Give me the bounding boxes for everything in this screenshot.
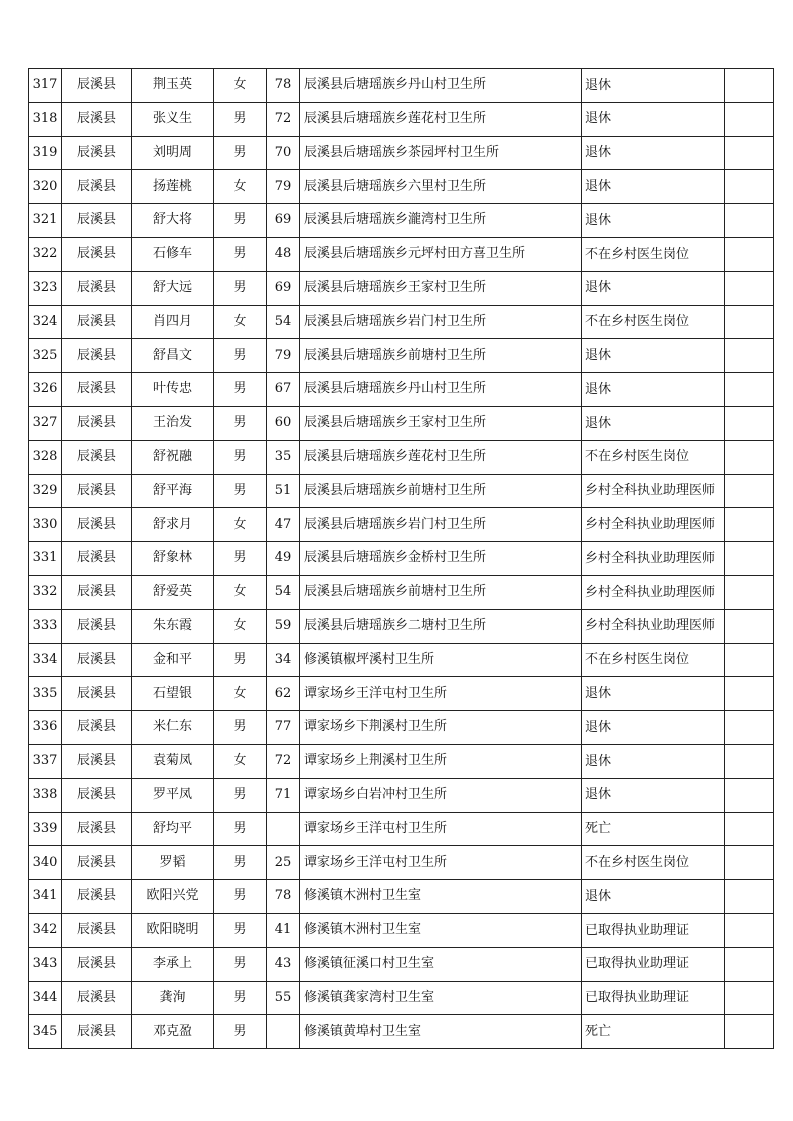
note-cell bbox=[725, 440, 774, 474]
table-row bbox=[29, 778, 774, 812]
note-cell bbox=[725, 542, 774, 576]
status-cell: 退休 bbox=[582, 711, 725, 745]
sex-cell: 男 bbox=[214, 1015, 267, 1049]
age-cell: 55 bbox=[267, 981, 300, 1015]
note-cell bbox=[725, 913, 774, 947]
clinic-unit-cell: 辰溪县后塘瑶族乡茶园坪村卫生所 bbox=[300, 136, 582, 170]
county-cell: 辰溪县 bbox=[62, 744, 132, 778]
sex-cell: 男 bbox=[214, 542, 267, 576]
note-cell bbox=[725, 846, 774, 880]
note-cell bbox=[725, 1015, 774, 1049]
table-row bbox=[29, 913, 774, 947]
clinic-unit-cell: 辰溪县后塘瑶族乡元坪村田方喜卫生所 bbox=[300, 237, 582, 271]
status-cell: 退休 bbox=[582, 204, 725, 238]
row-number-cell: 318 bbox=[29, 102, 62, 136]
county-cell: 辰溪县 bbox=[62, 339, 132, 373]
age-cell: 54 bbox=[267, 305, 300, 339]
county-cell: 辰溪县 bbox=[62, 575, 132, 609]
table-row bbox=[29, 542, 774, 576]
sex-cell: 女 bbox=[214, 677, 267, 711]
age-cell: 67 bbox=[267, 373, 300, 407]
clinic-unit-cell: 谭家场乡白岩冲村卫生所 bbox=[300, 778, 582, 812]
name-cell: 扬莲桃 bbox=[132, 170, 214, 204]
sex-cell: 女 bbox=[214, 575, 267, 609]
county-cell: 辰溪县 bbox=[62, 778, 132, 812]
row-number-cell: 340 bbox=[29, 846, 62, 880]
clinic-unit-cell: 辰溪县后塘瑶族乡丹山村卫生所 bbox=[300, 69, 582, 103]
sex-cell: 女 bbox=[214, 305, 267, 339]
table-row bbox=[29, 170, 774, 204]
note-cell bbox=[725, 812, 774, 846]
name-cell: 舒均平 bbox=[132, 812, 214, 846]
clinic-unit-cell: 辰溪县后塘瑶族乡二塘村卫生所 bbox=[300, 609, 582, 643]
note-cell bbox=[725, 981, 774, 1015]
name-cell: 舒爱英 bbox=[132, 575, 214, 609]
status-cell: 不在乡村医生岗位 bbox=[582, 305, 725, 339]
name-cell: 邓克盈 bbox=[132, 1015, 214, 1049]
note-cell bbox=[725, 406, 774, 440]
sex-cell: 男 bbox=[214, 373, 267, 407]
name-cell: 罗平凤 bbox=[132, 778, 214, 812]
table-row bbox=[29, 643, 774, 677]
sex-cell: 男 bbox=[214, 778, 267, 812]
table-row bbox=[29, 575, 774, 609]
sex-cell: 男 bbox=[214, 880, 267, 914]
note-cell bbox=[725, 778, 774, 812]
sex-cell: 女 bbox=[214, 609, 267, 643]
county-cell: 辰溪县 bbox=[62, 846, 132, 880]
age-cell: 54 bbox=[267, 575, 300, 609]
name-cell: 米仁东 bbox=[132, 711, 214, 745]
status-cell: 退休 bbox=[582, 136, 725, 170]
county-cell: 辰溪县 bbox=[62, 947, 132, 981]
clinic-unit-cell: 辰溪县后塘瑶族乡岩门村卫生所 bbox=[300, 508, 582, 542]
status-cell: 退休 bbox=[582, 373, 725, 407]
clinic-unit-cell: 修溪镇椒坪溪村卫生所 bbox=[300, 643, 582, 677]
name-cell: 金和平 bbox=[132, 643, 214, 677]
status-cell: 退休 bbox=[582, 406, 725, 440]
table-row bbox=[29, 474, 774, 508]
row-number-cell: 338 bbox=[29, 778, 62, 812]
name-cell: 欧阳晓明 bbox=[132, 913, 214, 947]
note-cell bbox=[725, 947, 774, 981]
clinic-unit-cell: 辰溪县后塘瑶族乡莲花村卫生所 bbox=[300, 102, 582, 136]
status-cell: 不在乡村医生岗位 bbox=[582, 440, 725, 474]
status-cell: 退休 bbox=[582, 69, 725, 103]
sex-cell: 男 bbox=[214, 981, 267, 1015]
note-cell bbox=[725, 271, 774, 305]
note-cell bbox=[725, 136, 774, 170]
county-cell: 辰溪县 bbox=[62, 508, 132, 542]
clinic-unit-cell: 修溪镇龚家湾村卫生室 bbox=[300, 981, 582, 1015]
age-cell: 35 bbox=[267, 440, 300, 474]
county-cell: 辰溪县 bbox=[62, 170, 132, 204]
county-cell: 辰溪县 bbox=[62, 880, 132, 914]
clinic-unit-cell: 谭家场乡下荆溪村卫生所 bbox=[300, 711, 582, 745]
status-cell: 退休 bbox=[582, 778, 725, 812]
age-cell: 69 bbox=[267, 204, 300, 238]
roster-sheet bbox=[28, 68, 774, 1049]
clinic-unit-cell: 辰溪县后塘瑶族乡六里村卫生所 bbox=[300, 170, 582, 204]
clinic-unit-cell: 辰溪县后塘瑶族乡瀧湾村卫生所 bbox=[300, 204, 582, 238]
note-cell bbox=[725, 575, 774, 609]
name-cell: 舒祝融 bbox=[132, 440, 214, 474]
note-cell bbox=[725, 711, 774, 745]
age-cell: 34 bbox=[267, 643, 300, 677]
village-doctor-table bbox=[28, 68, 774, 1049]
county-cell: 辰溪县 bbox=[62, 373, 132, 407]
county-cell: 辰溪县 bbox=[62, 1015, 132, 1049]
table-row bbox=[29, 271, 774, 305]
county-cell: 辰溪县 bbox=[62, 677, 132, 711]
note-cell bbox=[725, 305, 774, 339]
note-cell bbox=[725, 237, 774, 271]
status-cell: 退休 bbox=[582, 271, 725, 305]
name-cell: 袁菊凤 bbox=[132, 744, 214, 778]
clinic-unit-cell: 谭家场乡王洋屯村卫生所 bbox=[300, 846, 582, 880]
sex-cell: 男 bbox=[214, 237, 267, 271]
note-cell bbox=[725, 339, 774, 373]
name-cell: 朱东霞 bbox=[132, 609, 214, 643]
clinic-unit-cell: 修溪镇木洲村卫生室 bbox=[300, 880, 582, 914]
sex-cell: 男 bbox=[214, 406, 267, 440]
age-cell: 77 bbox=[267, 711, 300, 745]
county-cell: 辰溪县 bbox=[62, 981, 132, 1015]
clinic-unit-cell: 辰溪县后塘瑶族乡前塘村卫生所 bbox=[300, 339, 582, 373]
table-row bbox=[29, 981, 774, 1015]
status-cell: 乡村全科执业助理医师 bbox=[582, 508, 725, 542]
sex-cell: 男 bbox=[214, 204, 267, 238]
table-row bbox=[29, 947, 774, 981]
table-row bbox=[29, 609, 774, 643]
age-cell: 43 bbox=[267, 947, 300, 981]
row-number-cell: 321 bbox=[29, 204, 62, 238]
name-cell: 石修车 bbox=[132, 237, 214, 271]
table-row bbox=[29, 305, 774, 339]
clinic-unit-cell: 谭家场乡王洋屯村卫生所 bbox=[300, 812, 582, 846]
note-cell bbox=[725, 474, 774, 508]
county-cell: 辰溪县 bbox=[62, 305, 132, 339]
age-cell: 78 bbox=[267, 880, 300, 914]
row-number-cell: 330 bbox=[29, 508, 62, 542]
note-cell bbox=[725, 744, 774, 778]
status-cell: 死亡 bbox=[582, 812, 725, 846]
age-cell bbox=[267, 812, 300, 846]
age-cell: 71 bbox=[267, 778, 300, 812]
row-number-cell: 333 bbox=[29, 609, 62, 643]
clinic-unit-cell: 谭家场乡上荆溪村卫生所 bbox=[300, 744, 582, 778]
age-cell: 48 bbox=[267, 237, 300, 271]
county-cell: 辰溪县 bbox=[62, 711, 132, 745]
status-cell: 死亡 bbox=[582, 1015, 725, 1049]
age-cell: 51 bbox=[267, 474, 300, 508]
row-number-cell: 326 bbox=[29, 373, 62, 407]
sex-cell: 男 bbox=[214, 102, 267, 136]
sex-cell: 男 bbox=[214, 271, 267, 305]
note-cell bbox=[725, 373, 774, 407]
clinic-unit-cell: 辰溪县后塘瑶族乡王家村卫生所 bbox=[300, 406, 582, 440]
county-cell: 辰溪县 bbox=[62, 643, 132, 677]
name-cell: 罗韬 bbox=[132, 846, 214, 880]
clinic-unit-cell: 辰溪县后塘瑶族乡王家村卫生所 bbox=[300, 271, 582, 305]
row-number-cell: 320 bbox=[29, 170, 62, 204]
status-cell: 乡村全科执业助理医师 bbox=[582, 542, 725, 576]
county-cell: 辰溪县 bbox=[62, 406, 132, 440]
sex-cell: 男 bbox=[214, 913, 267, 947]
row-number-cell: 339 bbox=[29, 812, 62, 846]
name-cell: 舒象林 bbox=[132, 542, 214, 576]
table-row bbox=[29, 204, 774, 238]
sex-cell: 女 bbox=[214, 744, 267, 778]
table-row bbox=[29, 440, 774, 474]
status-cell: 退休 bbox=[582, 677, 725, 711]
age-cell: 79 bbox=[267, 170, 300, 204]
county-cell: 辰溪县 bbox=[62, 913, 132, 947]
row-number-cell: 331 bbox=[29, 542, 62, 576]
clinic-unit-cell: 修溪镇木洲村卫生室 bbox=[300, 913, 582, 947]
row-number-cell: 325 bbox=[29, 339, 62, 373]
name-cell: 刘明周 bbox=[132, 136, 214, 170]
status-cell: 退休 bbox=[582, 880, 725, 914]
table-row bbox=[29, 677, 774, 711]
sex-cell: 男 bbox=[214, 136, 267, 170]
name-cell: 李承上 bbox=[132, 947, 214, 981]
note-cell bbox=[725, 677, 774, 711]
age-cell: 79 bbox=[267, 339, 300, 373]
row-number-cell: 343 bbox=[29, 947, 62, 981]
sex-cell: 男 bbox=[214, 474, 267, 508]
table-row bbox=[29, 812, 774, 846]
county-cell: 辰溪县 bbox=[62, 136, 132, 170]
county-cell: 辰溪县 bbox=[62, 609, 132, 643]
row-number-cell: 342 bbox=[29, 913, 62, 947]
sex-cell: 男 bbox=[214, 339, 267, 373]
age-cell: 72 bbox=[267, 744, 300, 778]
status-cell: 乡村全科执业助理医师 bbox=[582, 609, 725, 643]
name-cell: 舒平海 bbox=[132, 474, 214, 508]
age-cell: 47 bbox=[267, 508, 300, 542]
county-cell: 辰溪县 bbox=[62, 812, 132, 846]
age-cell bbox=[267, 1015, 300, 1049]
age-cell: 70 bbox=[267, 136, 300, 170]
sex-cell: 男 bbox=[214, 947, 267, 981]
clinic-unit-cell: 谭家场乡王洋屯村卫生所 bbox=[300, 677, 582, 711]
table-row bbox=[29, 237, 774, 271]
status-cell: 不在乡村医生岗位 bbox=[582, 237, 725, 271]
status-cell: 乡村全科执业助理医师 bbox=[582, 575, 725, 609]
county-cell: 辰溪县 bbox=[62, 271, 132, 305]
sex-cell: 男 bbox=[214, 440, 267, 474]
status-cell: 不在乡村医生岗位 bbox=[582, 846, 725, 880]
sex-cell: 女 bbox=[214, 69, 267, 103]
row-number-cell: 341 bbox=[29, 880, 62, 914]
note-cell bbox=[725, 170, 774, 204]
age-cell: 41 bbox=[267, 913, 300, 947]
row-number-cell: 332 bbox=[29, 575, 62, 609]
name-cell: 叶传忠 bbox=[132, 373, 214, 407]
name-cell: 舒求月 bbox=[132, 508, 214, 542]
county-cell: 辰溪县 bbox=[62, 204, 132, 238]
row-number-cell: 323 bbox=[29, 271, 62, 305]
county-cell: 辰溪县 bbox=[62, 542, 132, 576]
clinic-unit-cell: 辰溪县后塘瑶族乡前塘村卫生所 bbox=[300, 474, 582, 508]
table-row bbox=[29, 880, 774, 914]
age-cell: 60 bbox=[267, 406, 300, 440]
age-cell: 25 bbox=[267, 846, 300, 880]
table-body bbox=[29, 69, 774, 1049]
age-cell: 59 bbox=[267, 609, 300, 643]
county-cell: 辰溪县 bbox=[62, 69, 132, 103]
table-row bbox=[29, 406, 774, 440]
table-row bbox=[29, 373, 774, 407]
age-cell: 78 bbox=[267, 69, 300, 103]
clinic-unit-cell: 辰溪县后塘瑶族乡前塘村卫生所 bbox=[300, 575, 582, 609]
name-cell: 石望银 bbox=[132, 677, 214, 711]
name-cell: 王治发 bbox=[132, 406, 214, 440]
age-cell: 49 bbox=[267, 542, 300, 576]
table-row bbox=[29, 136, 774, 170]
county-cell: 辰溪县 bbox=[62, 474, 132, 508]
name-cell: 张义生 bbox=[132, 102, 214, 136]
table-row bbox=[29, 846, 774, 880]
note-cell bbox=[725, 508, 774, 542]
table-row bbox=[29, 69, 774, 103]
sex-cell: 女 bbox=[214, 170, 267, 204]
note-cell bbox=[725, 643, 774, 677]
status-cell: 已取得执业助理证 bbox=[582, 981, 725, 1015]
row-number-cell: 335 bbox=[29, 677, 62, 711]
table-row bbox=[29, 744, 774, 778]
county-cell: 辰溪县 bbox=[62, 440, 132, 474]
row-number-cell: 336 bbox=[29, 711, 62, 745]
note-cell bbox=[725, 880, 774, 914]
clinic-unit-cell: 辰溪县后塘瑶族乡丹山村卫生所 bbox=[300, 373, 582, 407]
age-cell: 69 bbox=[267, 271, 300, 305]
row-number-cell: 319 bbox=[29, 136, 62, 170]
sex-cell: 男 bbox=[214, 846, 267, 880]
name-cell: 肖四月 bbox=[132, 305, 214, 339]
status-cell: 退休 bbox=[582, 102, 725, 136]
row-number-cell: 317 bbox=[29, 69, 62, 103]
row-number-cell: 324 bbox=[29, 305, 62, 339]
table-row bbox=[29, 711, 774, 745]
name-cell: 荆玉英 bbox=[132, 69, 214, 103]
sex-cell: 男 bbox=[214, 711, 267, 745]
name-cell: 舒大远 bbox=[132, 271, 214, 305]
status-cell: 退休 bbox=[582, 170, 725, 204]
clinic-unit-cell: 辰溪县后塘瑶族乡岩门村卫生所 bbox=[300, 305, 582, 339]
status-cell: 退休 bbox=[582, 744, 725, 778]
sex-cell: 男 bbox=[214, 812, 267, 846]
row-number-cell: 337 bbox=[29, 744, 62, 778]
row-number-cell: 328 bbox=[29, 440, 62, 474]
status-cell: 已取得执业助理证 bbox=[582, 913, 725, 947]
county-cell: 辰溪县 bbox=[62, 237, 132, 271]
age-cell: 62 bbox=[267, 677, 300, 711]
table-row bbox=[29, 508, 774, 542]
row-number-cell: 344 bbox=[29, 981, 62, 1015]
age-cell: 72 bbox=[267, 102, 300, 136]
sex-cell: 女 bbox=[214, 508, 267, 542]
note-cell bbox=[725, 204, 774, 238]
row-number-cell: 322 bbox=[29, 237, 62, 271]
row-number-cell: 345 bbox=[29, 1015, 62, 1049]
status-cell: 退休 bbox=[582, 339, 725, 373]
clinic-unit-cell: 修溪镇征溪口村卫生室 bbox=[300, 947, 582, 981]
clinic-unit-cell: 辰溪县后塘瑶族乡莲花村卫生所 bbox=[300, 440, 582, 474]
note-cell bbox=[725, 102, 774, 136]
name-cell: 龚洵 bbox=[132, 981, 214, 1015]
status-cell: 乡村全科执业助理医师 bbox=[582, 474, 725, 508]
status-cell: 不在乡村医生岗位 bbox=[582, 643, 725, 677]
row-number-cell: 327 bbox=[29, 406, 62, 440]
name-cell: 舒大将 bbox=[132, 204, 214, 238]
row-number-cell: 334 bbox=[29, 643, 62, 677]
table-row bbox=[29, 102, 774, 136]
name-cell: 舒昌文 bbox=[132, 339, 214, 373]
name-cell: 欧阳兴党 bbox=[132, 880, 214, 914]
status-cell: 已取得执业助理证 bbox=[582, 947, 725, 981]
table-row bbox=[29, 339, 774, 373]
row-number-cell: 329 bbox=[29, 474, 62, 508]
clinic-unit-cell: 辰溪县后塘瑶族乡金桥村卫生所 bbox=[300, 542, 582, 576]
sex-cell: 男 bbox=[214, 643, 267, 677]
note-cell bbox=[725, 609, 774, 643]
table-row bbox=[29, 1015, 774, 1049]
clinic-unit-cell: 修溪镇黄埠村卫生室 bbox=[300, 1015, 582, 1049]
note-cell bbox=[725, 69, 774, 103]
county-cell: 辰溪县 bbox=[62, 102, 132, 136]
